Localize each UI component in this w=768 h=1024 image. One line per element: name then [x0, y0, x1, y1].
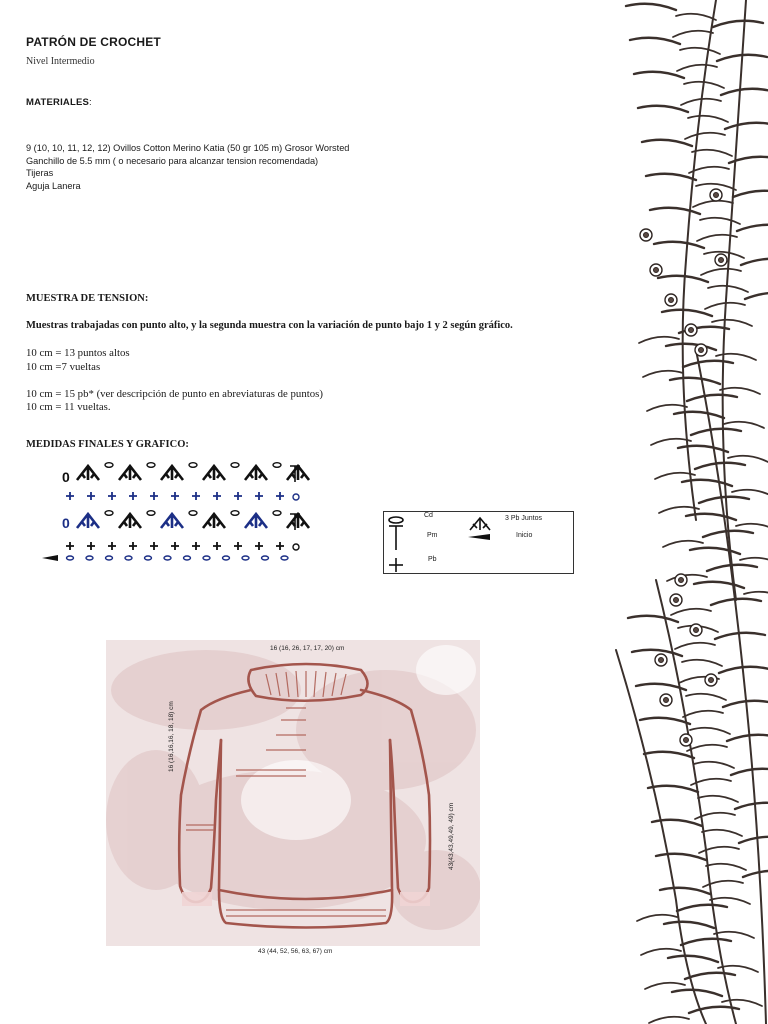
- leaf: [716, 354, 756, 360]
- chain-stitch: [281, 556, 288, 560]
- leaf: [737, 225, 768, 231]
- legend-pb3: 3 Pb Juntos: [505, 515, 542, 522]
- leaf: [713, 21, 763, 27]
- chain-stitch: [189, 511, 197, 516]
- leaf: [689, 167, 729, 173]
- leaf: [685, 973, 735, 979]
- leaf: [648, 786, 698, 792]
- leaf: [744, 592, 768, 598]
- stem: [683, 0, 716, 520]
- chain-stitch: [125, 556, 132, 560]
- pb-stitch: [66, 542, 74, 550]
- flower-center: [674, 598, 679, 603]
- flower-center: [689, 328, 694, 333]
- leaf: [654, 242, 704, 248]
- pb3-stitch: [203, 466, 225, 480]
- leaf: [724, 422, 764, 428]
- pb3-stitch: [77, 466, 99, 480]
- leaf: [645, 983, 685, 989]
- leaf: [702, 830, 742, 836]
- leaf: [722, 1000, 762, 1006]
- leaf: [660, 888, 710, 894]
- sweater-schematic: [106, 640, 480, 946]
- chain-stitch: [293, 544, 299, 550]
- pb-stitch: [276, 492, 284, 500]
- chain-stitch: [106, 556, 113, 560]
- leaf: [745, 293, 768, 299]
- pb-stitch: [171, 492, 179, 500]
- pb3-icon: [470, 518, 490, 530]
- leaf: [743, 871, 768, 877]
- flower-center: [684, 738, 689, 743]
- pb-stitch: [129, 542, 137, 550]
- pb-stitch: [87, 542, 95, 550]
- leaf: [649, 1017, 689, 1023]
- measure-length: 43(43,43,49,49, 49) cm: [448, 802, 455, 870]
- leaf: [662, 310, 712, 316]
- leaf: [671, 609, 711, 615]
- leaf: [668, 956, 718, 962]
- leaf: [675, 643, 715, 649]
- stem: [616, 650, 706, 1024]
- leaf: [658, 276, 708, 282]
- legend-symbols: [384, 512, 575, 575]
- leaf: [693, 201, 733, 207]
- flower-center: [694, 628, 699, 633]
- pb3-stitch: [245, 466, 267, 480]
- tension-intro: Muestras trabajadas con punto alto, y la segunda muestra con la variación de punto bajo 1 y 2 según gráfico.: [26, 320, 513, 331]
- materials-heading-colon: :: [89, 97, 92, 108]
- leaf: [638, 106, 688, 112]
- chain-stitch: [67, 556, 74, 560]
- flower-center: [714, 193, 719, 198]
- leaf: [651, 439, 691, 445]
- pb-stitch: [150, 542, 158, 550]
- pb3-stitch: [77, 514, 99, 528]
- chain-stitch: [164, 556, 171, 560]
- leaf: [710, 898, 750, 904]
- chain-stitch: [273, 463, 281, 468]
- leaf: [728, 456, 768, 462]
- leaf: [634, 72, 684, 78]
- leaf: [740, 558, 768, 564]
- start-arrow: [42, 555, 58, 561]
- leaf: [706, 864, 746, 870]
- flower-center: [664, 698, 669, 703]
- right-cuff: [400, 892, 430, 906]
- pb3-stitch: [287, 466, 309, 480]
- chain-stitch: [184, 556, 191, 560]
- chain-stitch: [105, 463, 113, 468]
- leaf: [666, 344, 716, 350]
- pb3-stitch: [287, 514, 309, 528]
- leaf: [708, 286, 748, 292]
- leaf: [630, 38, 680, 44]
- leaf: [685, 133, 725, 139]
- leaf: [637, 915, 677, 921]
- pb3-stitch: [203, 514, 225, 528]
- leaf: [731, 769, 768, 775]
- flower-center: [719, 258, 724, 263]
- pb-stitch: [87, 492, 95, 500]
- pb-stitch: [192, 492, 200, 500]
- leaf: [686, 694, 726, 700]
- pb-stitch: [234, 542, 242, 550]
- chain-stitch: [86, 556, 93, 560]
- leaf: [699, 497, 749, 503]
- leaf: [678, 446, 728, 452]
- leaf: [687, 395, 737, 401]
- pb-stitch: [234, 492, 242, 500]
- flower-center: [644, 233, 649, 238]
- chain-stitch: [242, 556, 249, 560]
- leaf: [690, 548, 740, 554]
- leaf: [692, 150, 732, 156]
- leaf: [670, 378, 720, 384]
- legend-pm: Pm: [427, 532, 438, 539]
- leaf: [652, 820, 702, 826]
- pb3-stitch: [119, 466, 141, 480]
- leaf: [739, 837, 768, 843]
- flower-center: [659, 658, 664, 663]
- leaf: [639, 337, 679, 343]
- leaf: [690, 728, 730, 734]
- flower-center: [699, 348, 704, 353]
- tension-line-2: 10 cm =7 vueltas: [26, 361, 101, 373]
- leaf: [736, 524, 768, 530]
- leaf: [725, 123, 768, 129]
- leaf: [646, 174, 696, 180]
- flower-center: [679, 578, 684, 583]
- measure-yoke: 16 (16,16,16, 18, 18) cm: [168, 701, 175, 772]
- left-cuff: [182, 892, 212, 906]
- pb-stitch: [108, 542, 116, 550]
- leaf: [694, 762, 734, 768]
- page-title: PATRÓN DE CROCHET: [26, 35, 161, 49]
- leaf: [643, 371, 683, 377]
- material-item-scissors: Tijeras: [26, 168, 54, 179]
- leaf: [712, 320, 752, 326]
- leaf: [687, 745, 727, 751]
- row-turn-1: 0: [62, 515, 70, 531]
- leaf: [663, 541, 703, 547]
- leaf: [700, 218, 740, 224]
- stitch-chart: [38, 458, 310, 566]
- pb3-stitch: [245, 514, 267, 528]
- leaf: [682, 660, 722, 666]
- leaf: [642, 140, 692, 146]
- leaf: [677, 905, 727, 911]
- leaf: [733, 191, 768, 197]
- leaf: [727, 735, 768, 741]
- materials-heading-text: MATERIALES: [26, 97, 90, 108]
- chain-stitch: [147, 463, 155, 468]
- chain-stitch: [147, 511, 155, 516]
- leaf: [741, 259, 768, 265]
- leaf: [672, 990, 722, 996]
- chain-stitch: [203, 556, 210, 560]
- leaf: [644, 752, 694, 758]
- pb-stitch: [150, 492, 158, 500]
- leaf: [655, 473, 695, 479]
- leaf: [681, 939, 731, 945]
- leaf: [691, 429, 741, 435]
- pb-stitch: [108, 492, 116, 500]
- botanical-illustration: [596, 0, 768, 1024]
- pb-stitch: [192, 542, 200, 550]
- measure-width: 43 (44, 52, 56, 63, 67) cm: [258, 948, 333, 955]
- leaf: [695, 463, 745, 469]
- chain-stitch: [231, 511, 239, 516]
- leaf: [628, 616, 678, 622]
- stem: [696, 350, 766, 1024]
- chain-stitch: [145, 556, 152, 560]
- leaf: [656, 854, 706, 860]
- leaf: [676, 14, 716, 20]
- leaf: [680, 48, 720, 54]
- level-subtitle: Nivel Intermedio: [26, 56, 95, 67]
- pb-stitch: [129, 492, 137, 500]
- pb-stitch: [171, 542, 179, 550]
- pb-stitch: [213, 542, 221, 550]
- chain-stitch: [231, 463, 239, 468]
- pb3-stitch: [161, 514, 183, 528]
- leaf: [659, 507, 699, 513]
- leaf: [626, 4, 676, 10]
- materials-heading: [26, 97, 92, 108]
- leaf: [641, 949, 681, 955]
- chain-stitch: [262, 556, 269, 560]
- leaf: [677, 65, 717, 71]
- leaf: [694, 582, 744, 588]
- leaf: [720, 388, 760, 394]
- leaf: [735, 803, 768, 809]
- pb-stitch: [66, 492, 74, 500]
- leaf: [698, 796, 738, 802]
- chain-stitch: [105, 511, 113, 516]
- pb-stitch: [276, 542, 284, 550]
- pb3-stitch: [161, 466, 183, 480]
- leaf: [640, 718, 690, 724]
- leaf: [683, 361, 733, 367]
- pb-stitch: [255, 542, 263, 550]
- leaf: [647, 405, 687, 411]
- leaf: [673, 31, 713, 37]
- pb-stitch: [213, 492, 221, 500]
- leaf: [683, 711, 723, 717]
- stitch-legend: [383, 511, 574, 574]
- row-turn-0: 0: [62, 469, 70, 485]
- tension-heading: MUESTRA DE TENSION:: [26, 293, 149, 304]
- leaf: [650, 208, 700, 214]
- legend-pb: Pb: [428, 556, 437, 563]
- leaf: [721, 89, 768, 95]
- legend-cd: Cd: [424, 512, 433, 519]
- leaf: [732, 490, 768, 496]
- tension-line-1: 10 cm = 13 puntos altos: [26, 347, 130, 359]
- tension-line-3: 10 cm = 15 pb* (ver descripción de punto en abreviaturas de puntos): [26, 388, 323, 400]
- pb-stitch: [255, 492, 263, 500]
- leaf: [686, 514, 736, 520]
- material-item-yarn: 9 (10, 10, 11, 12, 12) Ovillos Cotton Merino Katia (50 gr 105 m) Grosor Worsted: [26, 143, 350, 153]
- material-item-needle: Aguja Lanera: [26, 180, 81, 191]
- materials-list: [26, 142, 349, 192]
- chain-stitch: [189, 463, 197, 468]
- leaf: [701, 269, 741, 275]
- leaf: [688, 116, 728, 122]
- flower-center: [654, 268, 659, 273]
- measure-neck: 16 (16, 26, 17, 17, 20) cm: [270, 645, 345, 652]
- chain-stitch: [223, 556, 230, 560]
- leaf: [674, 412, 724, 418]
- flower-center: [669, 298, 674, 303]
- chain-stitch: [293, 494, 299, 500]
- material-item-hook: Ganchillo de 5.5 mm ( o necesario para alcanzar tension recomendada): [26, 155, 319, 166]
- pb3-stitch: [119, 514, 141, 528]
- flower-center: [709, 678, 714, 683]
- start-arrow-icon: [468, 534, 490, 540]
- leaf: [714, 932, 754, 938]
- chain-stitch: [273, 511, 281, 516]
- leaf: [664, 922, 714, 928]
- tension-line-4: 10 cm = 11 vueltas.: [26, 401, 111, 413]
- legend-inicio: Inicio: [516, 532, 533, 539]
- measures-heading: MEDIDAS FINALES Y GRAFICO:: [26, 439, 189, 450]
